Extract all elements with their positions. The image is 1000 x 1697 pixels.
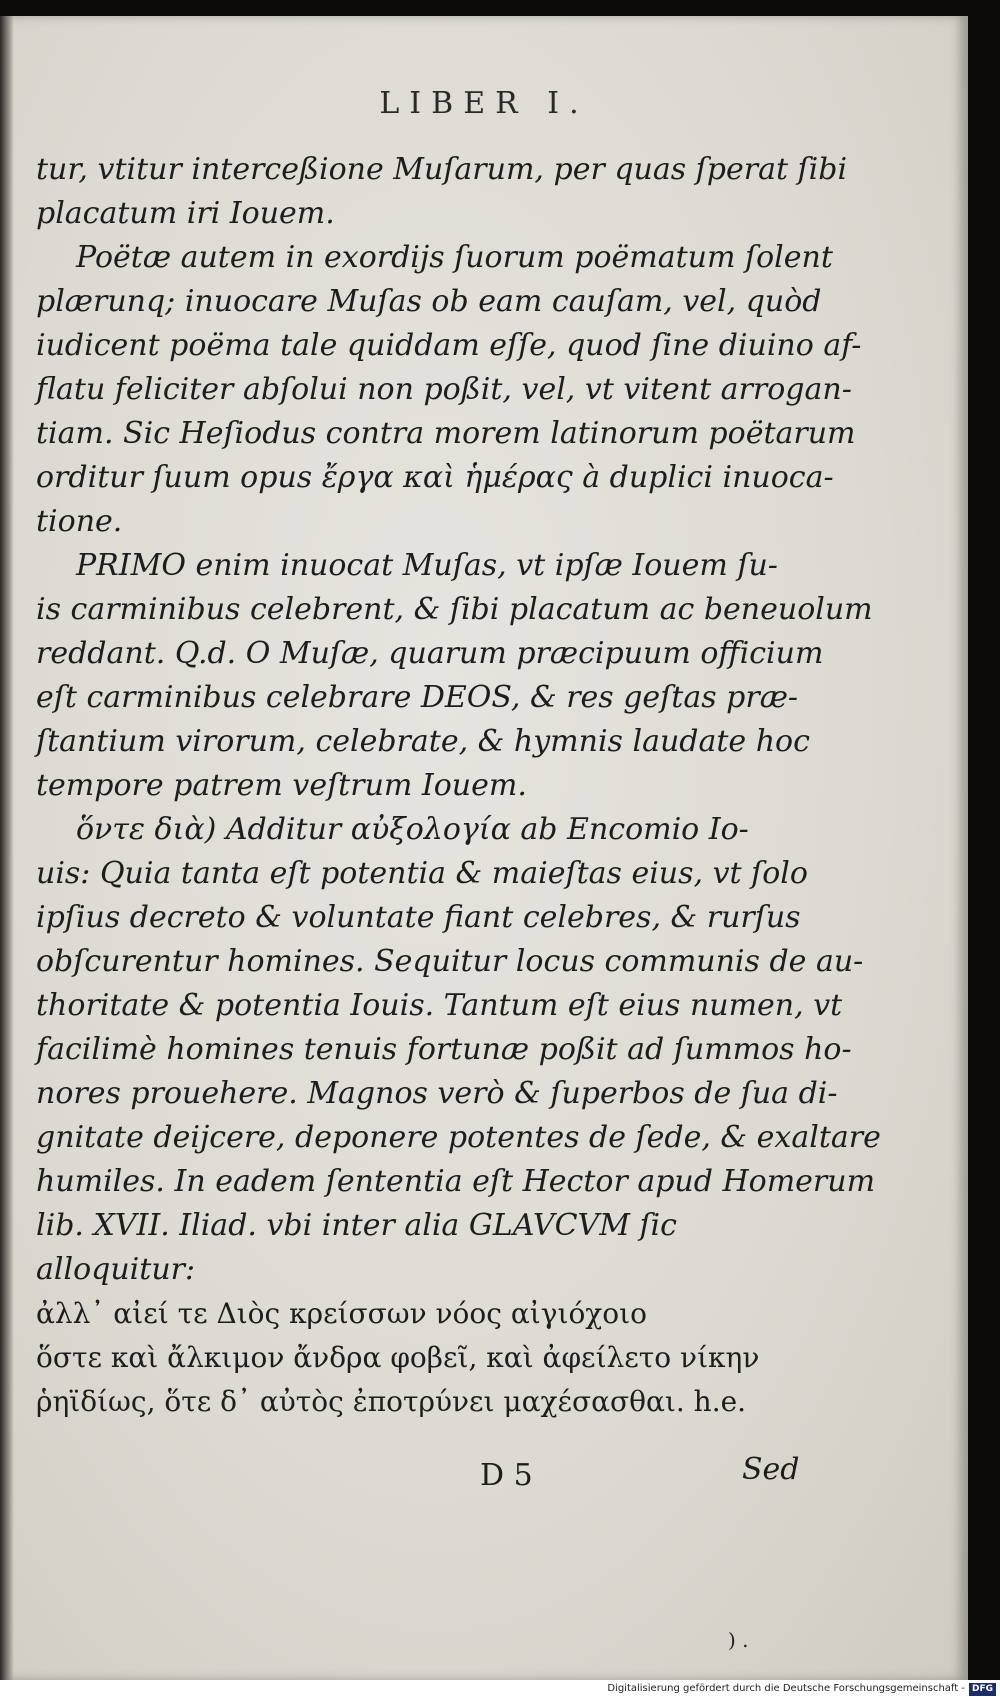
text-line: iudicent poëma tale quiddam eſſe, quod ſine diuino af- (36, 328, 862, 363)
digitization-footer (0, 1680, 1000, 1697)
text-line: nores prouehere. Magnos verò & ſuperbos de ſua di- (36, 1076, 838, 1111)
text-line: ὅντε διὰ) Additur αὐξολογία ab Encomio Io- (76, 812, 749, 847)
text-line: is carminibus celebrent, & ſibi placatum ac beneuolum (36, 592, 873, 627)
text-line: tione. (36, 504, 123, 539)
text-line: alloquitur: (36, 1252, 196, 1287)
text-line: uis: Quia tanta eſt potentia & maieſtas eius, vt ſolo (36, 856, 808, 891)
running-head: LIBER I. (379, 86, 589, 121)
text-line: humiles. In eadem ſententia eſt Hector apud Homerum (36, 1164, 876, 1199)
text-line: gnitate deijcere, deponere potentes de ſede, & exaltare (36, 1120, 881, 1155)
footer-credit: Digitalisierung gefördert durch die Deutsche Forschungsgemeinschaft - (607, 1683, 965, 1694)
text-line: orditur ſuum opus ἔργα καὶ ἡμέρας à duplici inuoca- (36, 460, 834, 495)
margin-mark: ) . (728, 1628, 749, 1652)
text-line: tempore patrem veſtrum Iouem. (36, 768, 527, 803)
text-line: placatum iri Iouem. (36, 196, 335, 231)
book-spine-shadow (0, 16, 14, 1680)
text-line: thoritate & potentia Iouis. Tantum eſt eius numen, vt (36, 988, 843, 1023)
text-line: tur, vtitur interceßione Muſarum, per quas ſperat ſibi (36, 152, 848, 187)
text-line: ipſius decreto & voluntate fiant celebres, & rurſus (36, 900, 801, 935)
text-line: reddant. Q.d. O Muſæ, quarum præcipuum officium (36, 636, 824, 671)
greek-verse-line: ἀλλ᾽ αἰεί τε Διὸς κρείσσων νόος αἰγιόχοιο (36, 1297, 647, 1330)
greek-verse-line: ὅστε καὶ ἄλκιμον ἄνδρα φοβεῖ, καὶ ἀφείλετο νίκην (36, 1341, 760, 1374)
page-body (36, 148, 881, 1424)
catchword: Sed (742, 1452, 800, 1487)
text-line: PRIMO enim inuocat Muſas, vt ipſæ Iouem ſu- (76, 548, 778, 583)
text-line: eſt carminibus celebrare DEOS, & res geſtas præ- (36, 680, 799, 715)
text-line: ſtantium virorum, celebrate, & hymnis laudate hoc (36, 724, 810, 759)
text-line: Poëtæ autem in exordijs ſuorum poëmatum ſolent (76, 240, 833, 275)
text-line: facilimè homines tenuis fortunæ poßit ad ſummos ho- (36, 1032, 852, 1067)
text-line: lib. XVII. Iliad. vbi inter alia GLAVCVM ſic (36, 1208, 677, 1243)
text-line: obſcurentur homines. Sequitur locus communis de au- (36, 944, 864, 979)
text-line: plærunq; inuocare Muſas ob eam cauſam, vel, quòd (36, 284, 822, 319)
text-line: tiam. Sic Heſiodus contra morem latinorum poëtarum (36, 416, 856, 451)
greek-verse-line: ῥηϊδίως, ὅτε δ᾽ αὐτὸς ἐποτρύνει μαχέσασθαι. h.e. (36, 1385, 747, 1418)
signature-mark: D 5 (480, 1458, 533, 1493)
dfg-logo-icon: DFG (969, 1683, 996, 1696)
text-line: flatu feliciter abſolui non poßit, vel, vt vitent arrogan- (36, 372, 852, 407)
book-page (0, 16, 968, 1680)
